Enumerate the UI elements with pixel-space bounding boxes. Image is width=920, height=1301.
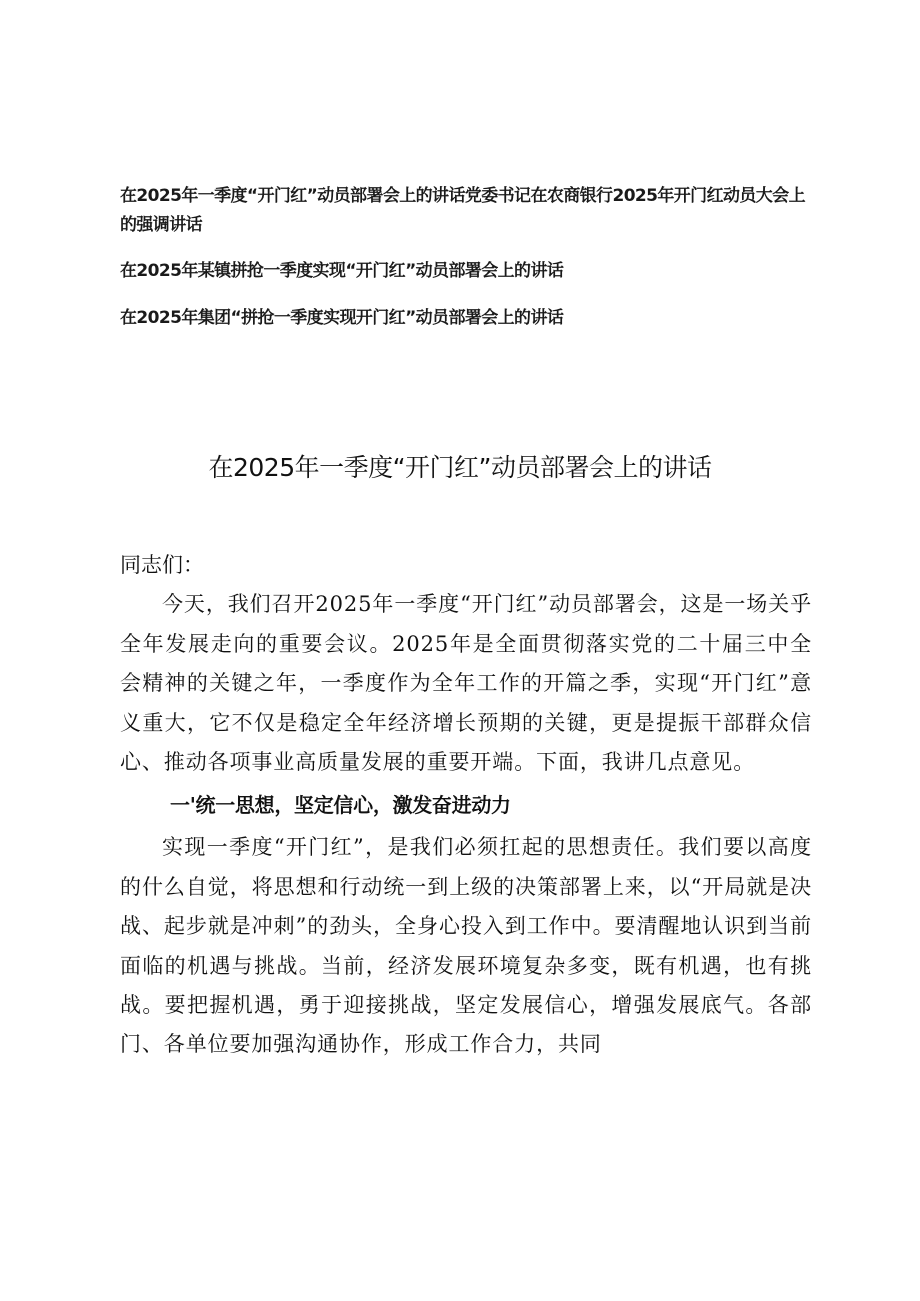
document-title: 在2025年一季度“开门红”动员部署会上的讲话 (208, 453, 712, 482)
body-paragraph: 实现一季度“开门红”，是我们必须扛起的思想责任。我们要以高度的什么自觉，将思想和行动统一到上级的决策部署上来，以“开局就是决战、起步就是冲刺”的劲头，全身心投入到工作中。要清醒地认识到当前面临的机遇与挑战。当前，经济发展环境复杂多变，既有机遇，也有挑战。要把握机遇，勇于迎接挑战，坚定发展信心，增强发展底气。各部门、各单位要加强沟通协作，形成工作合力，共同 (120, 835, 812, 1057)
document-body (120, 546, 812, 1065)
table-of-contents (120, 182, 820, 351)
toc-item: 在2025年某镇拼抢一季度实现“开门红”动员部署会上的讲话 (120, 261, 564, 281)
section-heading: 一'统一思想，坚定信心，激发奋进动力 (170, 793, 511, 818)
body-paragraph: 今天，我们召开2025年一季度“开门红”动员部署会，这是一场关乎全年发展走向的重要会议。2025年是全面贯彻落实党的二十届三中全会精神的关键之年，一季度作为全年工作的开篇之季，实现“开门红”意义重大，它不仅是稳定全年经济增长预期的关键，更是提振干部群众信心、推动各项事业高质量发展的重要开端。下面，我讲几点意见。 (120, 592, 812, 775)
toc-item: 在2025年一季度“开门红”动员部署会上的讲话党委书记在农商银行2025年开门红动员大会上的强调讲话 (120, 186, 805, 235)
toc-item: 在2025年集团“拼抢一季度实现开门红”动员部署会上的讲话 (120, 308, 564, 328)
salutation: 同志们： (120, 553, 204, 577)
